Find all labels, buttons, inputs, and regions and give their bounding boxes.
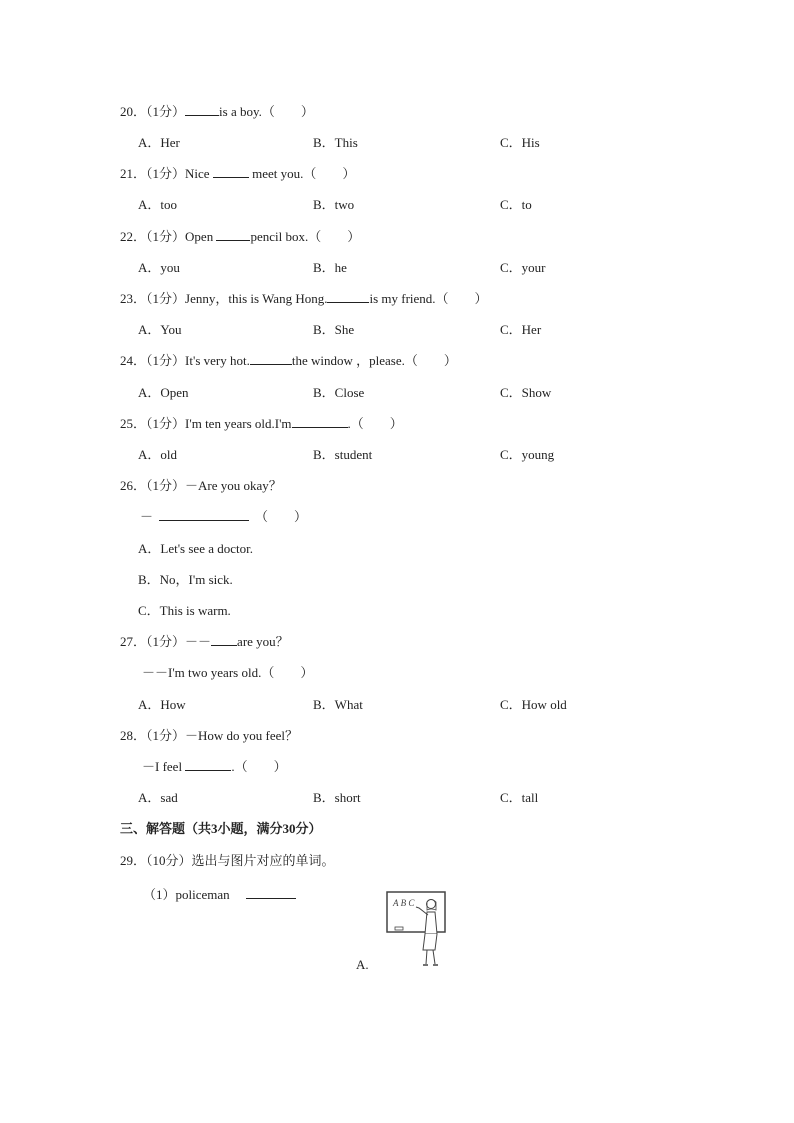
- answer-blank[interactable]: [211, 633, 237, 646]
- q26-option-c[interactable]: C．This is warm.: [138, 603, 231, 618]
- q27-option-b[interactable]: B．What: [313, 697, 363, 712]
- q25-option-a[interactable]: A．old: [138, 447, 178, 462]
- answer-blank[interactable]: [246, 886, 296, 899]
- q27-option-c[interactable]: C．How old: [500, 697, 567, 712]
- q28-option-b[interactable]: B．short: [313, 790, 361, 805]
- board-letters: A B C: [393, 898, 415, 908]
- q22-option-c[interactable]: C．your: [500, 260, 546, 275]
- question-24: 24．（1分）It's very hot. the window ，please.（ ）: [120, 353, 457, 368]
- q27-answer-line: －－I'm two years old.（ ）: [142, 665, 314, 680]
- answer-blank[interactable]: [213, 165, 249, 178]
- question-27: 27．（1分）－－ are you？: [120, 634, 289, 649]
- question-20: 20．（1分） is a boy.（ ）: [120, 104, 314, 119]
- q24-option-b[interactable]: B．Close: [313, 385, 365, 400]
- question-22: 22．（1分）Open pencil box.（ ）: [120, 229, 361, 244]
- q24-option-c[interactable]: C．Show: [500, 385, 552, 400]
- teacher-legs: [426, 950, 435, 964]
- q20-option-b[interactable]: B．This: [313, 135, 358, 150]
- q20-option-a[interactable]: A．Her: [138, 135, 180, 150]
- question-26: 26．（1分）－Are you okay？: [120, 478, 282, 493]
- teacher-body: [425, 912, 437, 934]
- answer-blank[interactable]: [327, 290, 369, 303]
- q21-option-b[interactable]: B．two: [313, 197, 355, 212]
- q21-option-c[interactable]: C．to: [500, 197, 532, 212]
- question-21: 21．（1分）Nice meet you.（ ）: [120, 166, 356, 181]
- q22-option-a[interactable]: A．you: [138, 260, 180, 275]
- q26-answer-line: － （ ）: [140, 509, 308, 524]
- question-29: 29．（10分）选出与图片对应的单词。: [120, 853, 335, 868]
- answer-blank[interactable]: [216, 228, 250, 241]
- answer-blank[interactable]: [159, 508, 249, 521]
- q20-option-c[interactable]: C．His: [500, 135, 540, 150]
- q28-answer-line: －I feel .（ ）: [142, 759, 287, 774]
- answer-blank[interactable]: [292, 415, 348, 428]
- question-25: 25．（1分）I'm ten years old.I'm .（ ）: [120, 416, 403, 431]
- q27-option-a[interactable]: A．How: [138, 697, 186, 712]
- answer-blank[interactable]: [185, 758, 231, 771]
- picture-label: A.: [356, 957, 369, 972]
- teacher-blackboard-picture[interactable]: [383, 890, 447, 970]
- q25-option-c[interactable]: C．young: [500, 447, 555, 462]
- question-28: 28．（1分）－How do you feel？: [120, 728, 299, 743]
- q26-option-a[interactable]: A．Let's see a doctor.: [138, 541, 253, 556]
- answer-blank[interactable]: [185, 103, 219, 116]
- q29-item-1: （1）policeman: [143, 886, 296, 904]
- q23-option-b[interactable]: B．She: [313, 322, 355, 337]
- q22-option-b[interactable]: B．he: [313, 260, 347, 275]
- q25-option-b[interactable]: B．student: [313, 447, 373, 462]
- q23-option-c[interactable]: C．Her: [500, 322, 542, 337]
- q26-option-b[interactable]: B．No，I'm sick.: [138, 572, 233, 587]
- section-heading: 三、解答题（共3小题，满分30分）: [120, 821, 322, 836]
- eraser: [395, 927, 403, 930]
- q23-option-a[interactable]: A．You: [138, 322, 182, 337]
- q21-option-a[interactable]: A．too: [138, 197, 178, 212]
- teacher-skirt: [423, 934, 437, 950]
- q28-option-c[interactable]: C．tall: [500, 790, 539, 805]
- q28-option-a[interactable]: A．sad: [138, 790, 178, 805]
- question-23: 23．（1分）Jenny，this is Wang Hong. is my friend.（ ）: [120, 291, 488, 306]
- q24-option-a[interactable]: A．Open: [138, 385, 189, 400]
- answer-blank[interactable]: [250, 352, 292, 365]
